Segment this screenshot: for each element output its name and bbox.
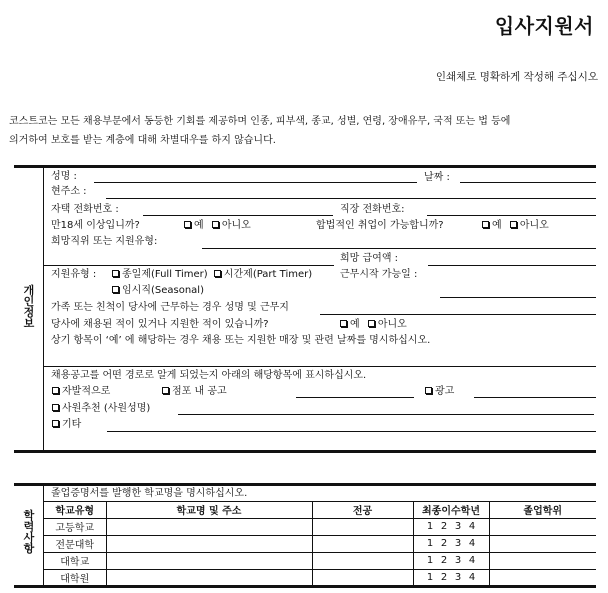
address-label: 현주소 : <box>51 186 87 197</box>
prior-no-checkbox[interactable] <box>368 320 375 327</box>
school-name-cell[interactable] <box>106 535 312 552</box>
source-store-field[interactable] <box>296 397 414 398</box>
source-ad-label: 광고 <box>435 386 455 397</box>
date-field[interactable] <box>460 182 596 183</box>
age-no-checkbox[interactable] <box>212 221 219 228</box>
desired-position-label: 희망직위 또는 지원유형: <box>51 236 158 247</box>
source-ad-checkbox[interactable] <box>425 387 432 394</box>
source-referral-option <box>52 403 150 415</box>
major-cell[interactable] <box>312 552 413 569</box>
prior-options <box>340 319 407 331</box>
school-name-cell[interactable] <box>106 552 312 569</box>
type-seasonal-checkbox[interactable] <box>112 286 119 293</box>
source-self-checkbox[interactable] <box>52 387 59 394</box>
source-self-option <box>52 386 110 398</box>
source-store-checkbox[interactable] <box>162 387 169 394</box>
source-store-label: 점포 내 공고 <box>172 386 227 397</box>
form-title: 입사지원서 <box>494 14 594 38</box>
degree-cell[interactable] <box>489 552 596 569</box>
start-date-field[interactable] <box>440 297 596 298</box>
school-name-cell[interactable] <box>106 569 312 586</box>
desired-position-field-2[interactable] <box>44 265 334 266</box>
type-seasonal-label: 임시직(Seasonal) <box>122 285 204 296</box>
source-referral-label: 사원추천 (사원성명) <box>62 403 151 414</box>
legal-options <box>482 220 549 232</box>
school-name-cell[interactable] <box>106 518 312 535</box>
prior-detail: 상기 항목이 ‘예’ 에 해당하는 경우 채용 또는 지원한 매장 및 관련 날짜를 명시하십시오. <box>51 335 431 346</box>
desired-position-field[interactable] <box>202 248 596 249</box>
prior-yes-checkbox[interactable] <box>340 320 347 327</box>
source-other-checkbox[interactable] <box>52 420 59 427</box>
name-label: 성명 : <box>51 171 77 182</box>
type-full-checkbox[interactable] <box>112 270 119 277</box>
employment-type-options <box>112 269 312 281</box>
age-yes-label: 예 <box>194 220 204 231</box>
source-question: 채용공고를 어떤 경로로 알게 되었는지 아래의 해당항목에 표시하십시오. <box>51 370 367 381</box>
intro-line-1: 코스트코는 모든 채용부문에서 동등한 기회를 제공하며 인종, 피부색, 종교, 성별, 연령, 장애유무, 국적 또는 법 등에 <box>9 116 511 127</box>
home-phone-label: 자택 전화번호 : <box>51 204 119 215</box>
major-cell[interactable] <box>312 569 413 586</box>
degree-cell[interactable] <box>489 569 596 586</box>
major-cell[interactable] <box>312 535 413 552</box>
school-type-cell: 전문대학 <box>44 535 106 552</box>
employment-type-label: 지원유형 : <box>51 269 97 280</box>
education-instruction: 졸업증명서를 발행한 학교명을 명시하십시오. <box>51 488 248 499</box>
source-other-label: 기타 <box>62 419 82 430</box>
section-divider <box>43 168 44 451</box>
source-referral-checkbox[interactable] <box>52 404 59 411</box>
age-question: 만18세 이상입니까? <box>51 220 140 231</box>
school-type-cell: 고등학교 <box>44 518 106 535</box>
col-school-name: 학교명 및 주소 <box>106 501 312 518</box>
school-type-cell: 대학교 <box>44 552 106 569</box>
relatives-field[interactable] <box>320 314 596 315</box>
col-degree: 졸업학위 <box>489 501 596 518</box>
education-bottom-border <box>14 585 596 588</box>
type-full-label: 종일제(Full Timer) <box>122 269 208 280</box>
education-header-row <box>44 501 596 518</box>
degree-cell[interactable] <box>489 535 596 552</box>
education-top-border <box>14 483 596 486</box>
section-label-education: 학력사항 <box>23 509 35 555</box>
legal-no-label: 아니오 <box>519 220 549 231</box>
prior-divider <box>44 366 596 367</box>
source-referral-field[interactable] <box>178 414 594 415</box>
education-table <box>44 501 596 586</box>
legal-yes-checkbox[interactable] <box>482 221 489 228</box>
major-cell[interactable] <box>312 518 413 535</box>
table-row <box>44 569 596 586</box>
table-row <box>44 535 596 552</box>
grade-cell[interactable]: 1 2 3 4 <box>413 569 489 586</box>
grade-cell[interactable]: 1 2 3 4 <box>413 535 489 552</box>
col-major: 전공 <box>312 501 413 518</box>
prior-question: 당사에 채용된 적이 있거나 지원한 적이 있습니까? <box>51 319 269 330</box>
desired-salary-field[interactable] <box>428 265 596 266</box>
prior-yes-label: 예 <box>350 319 360 330</box>
name-field[interactable] <box>94 182 417 183</box>
date-label: 날짜 : <box>424 172 450 183</box>
source-other-option <box>52 419 81 431</box>
address-field[interactable] <box>106 198 596 199</box>
section-top-border <box>14 165 596 168</box>
col-last-grade: 최종이수학년 <box>413 501 489 518</box>
age-options <box>184 220 251 232</box>
prior-no-label: 아니오 <box>377 319 407 330</box>
col-school-type: 학교유형 <box>44 501 106 518</box>
form-subtitle: 인쇄체로 명확하게 작성해 주십시오 <box>435 71 598 83</box>
work-phone-label: 직장 전화번호: <box>340 204 405 215</box>
age-no-label: 아니오 <box>221 220 251 231</box>
relatives-label: 가족 또는 친척이 당사에 근무하는 경우 성명 및 근무지 <box>51 302 289 313</box>
source-ad-field[interactable] <box>474 397 596 398</box>
table-row <box>44 518 596 535</box>
type-part-label: 시간제(Part Timer) <box>223 269 313 280</box>
type-part-checkbox[interactable] <box>214 270 221 277</box>
source-ad-option <box>425 386 454 398</box>
grade-cell[interactable]: 1 2 3 4 <box>413 518 489 535</box>
age-yes-checkbox[interactable] <box>184 221 191 228</box>
legal-question: 합법적인 취업이 가능합니까? <box>316 220 444 231</box>
type-seasonal-option <box>112 285 204 297</box>
degree-cell[interactable] <box>489 518 596 535</box>
source-store-option <box>162 386 227 398</box>
section-label-personal: 개인정보 <box>23 284 35 330</box>
home-phone-field[interactable] <box>143 215 333 216</box>
source-self-label: 자발적으로 <box>62 386 111 397</box>
section-bottom-border <box>14 450 596 453</box>
intro-line-2: 의거하여 보호를 받는 계층에 대해 차별대우를 하지 않습니다. <box>9 135 276 146</box>
source-other-field[interactable] <box>107 431 596 432</box>
work-phone-field[interactable] <box>427 215 596 216</box>
legal-yes-label: 예 <box>492 220 502 231</box>
table-row <box>44 552 596 569</box>
start-date-label: 근무시작 가능일 : <box>340 269 418 280</box>
school-type-cell: 대학원 <box>44 569 106 586</box>
grade-cell[interactable]: 1 2 3 4 <box>413 552 489 569</box>
legal-no-checkbox[interactable] <box>510 221 517 228</box>
desired-salary-label: 희망 급여액 : <box>340 253 399 264</box>
